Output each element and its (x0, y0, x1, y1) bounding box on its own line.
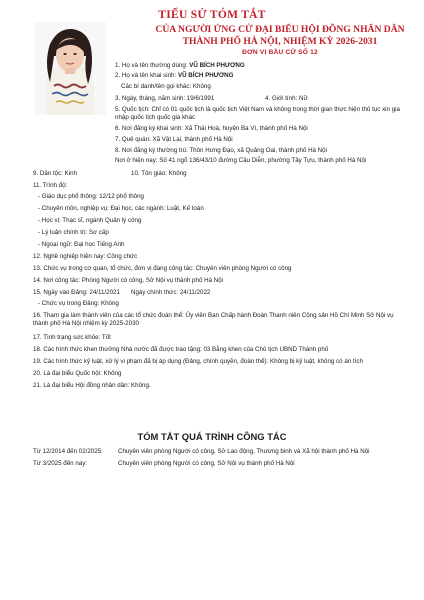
field-health: 17. Tình trạng sức khỏe: Tốt (33, 334, 111, 341)
field-nationality: 5. Quốc tịch: Chỉ có 01 quốc tịch là quốc tịch Việt Nam và không trong thời gian thực hiện thủ tục xin gia nhập quốc tịch quốc gia khác (115, 106, 400, 121)
career-section-title: TÓM TẮT QUÁ TRÌNH CÔNG TÁC (137, 431, 287, 442)
career-period: Từ 3/2025 đến nay: (33, 460, 88, 467)
career-description: Chuyên viên phòng Người có công, Sở Lao động, Thương binh và Xã hội thành phố Hà Nội (118, 448, 370, 455)
field-academic-degree: - Học vị: Thạc sĩ, ngành Quản lý công (38, 217, 142, 224)
field-education-heading: 11. Trình độ: (33, 182, 68, 189)
career-description: Chuyên viên phòng Người có công, Sở Nội vụ thành phố Hà Nội (118, 460, 295, 467)
portrait-photo (34, 22, 106, 115)
field-peoples-council: 21. Là đại biểu Hội đồng nhân dân: Không. (33, 382, 151, 389)
electoral-unit: ĐƠN VỊ BẦU CỬ SỐ 12 (242, 49, 318, 56)
field-party-join-date: 15. Ngày vào Đảng: 24/11/2021 (33, 289, 120, 296)
field-current-residence: Nơi ở hiện nay: Số 41 ngõ 136/43/10 đường Cầu Diễn, phường Tây Tựu, thành phố Hà Nội (115, 157, 367, 164)
field-organizations: 16. Tham gia làm thành viên của các tổ chức đoàn thể: Ủy viên Ban Chấp hành Đoàn Thanh niên Cộng sản Hồ Chí Minh Sở Nội vụ thành phố Hà Nội nhiệm kỳ 2025-2030 (33, 312, 394, 327)
field-workplace: 14. Nơi công tác: Phòng Người có công, Sở Nội vụ thành phố Hà Nội (33, 277, 224, 284)
field-awards: 18. Các hình thức khen thưởng Nhà nước đã được trao tặng: 03 Bằng khen của Chủ tịch UBND Thành phố (33, 346, 329, 353)
field-religion: 10. Tôn giáo: Không (131, 170, 187, 177)
field-party-official-date: Ngày chính thức: 24/11/2022 (131, 289, 211, 296)
title-line-2: CỦA NGƯỜI ỨNG CỬ ĐẠI BIỂU HỘI ĐỒNG NHÂN DÂN (155, 24, 405, 35)
field-political-theory: - Lý luận chính trị: Sơ cấp (38, 229, 109, 236)
field-birth-date: 3. Ngày, tháng, năm sinh: 19/6/1991 (115, 95, 215, 102)
field-aliases: Các bí danh/tên gọi khác: Không (121, 83, 211, 90)
field-discipline: 19. Các hình thức kỷ luật, xử lý vi phạm đã bị áp dụng (Đảng, chính quyền, đoàn thể): Không bị kỷ luật, không có án tích (33, 358, 363, 365)
field-permanent-residence: 8. Nơi đăng ký thường trú: Thôn Hưng Đạo, xã Quảng Oai, thành phố Hà Nội (115, 147, 327, 154)
field-foreign-language: - Ngoại ngữ: Đại học Tiếng Anh (38, 241, 125, 248)
career-period: Từ 12/2014 đến 02/2025: (33, 448, 103, 455)
field-national-assembly: 20. Là đại biểu Quốc hội: Không (33, 370, 122, 377)
title-line-3: THÀNH PHỐ HÀ NỘI, NHIỆM KỲ 2026-2031 (182, 36, 378, 47)
field-party-position: - Chức vụ trong Đảng: Không (38, 300, 119, 307)
document-title: TIỂU SỬ TÓM TẮT (158, 9, 266, 21)
field-position: 13. Chức vụ trong cơ quan, tổ chức, đơn vị đang công tác: Chuyên viên phòng Người có công (33, 265, 292, 272)
field-occupation: 12. Nghề nghiệp hiện nay: Công chức (33, 253, 138, 260)
field-ethnicity: 9. Dân tộc: Kinh (33, 170, 78, 177)
field-professional-degree: - Chuyên môn, nghiệp vụ: Đại học, các ngành: Luật, Kế toán (38, 205, 204, 212)
field-common-name: 1. Họ và tên thường dùng: VŨ BÍCH PHƯƠNG (115, 62, 245, 69)
field-general-education: - Giáo dục phổ thông: 12/12 phổ thông (38, 193, 144, 200)
field-gender: 4. Giới tính: Nữ (265, 95, 308, 102)
field-birth-registration: 6. Nơi đăng ký khai sinh: Xã Thái Hoà, huyện Ba Vì, thành phố Hà Nội (115, 125, 308, 132)
field-hometown: 7. Quê quán: Xã Vật Lại, thành phố Hà Nội (115, 136, 233, 143)
field-birth-name: 2. Họ và tên khai sinh: VŨ BÍCH PHƯƠNG (115, 72, 234, 79)
